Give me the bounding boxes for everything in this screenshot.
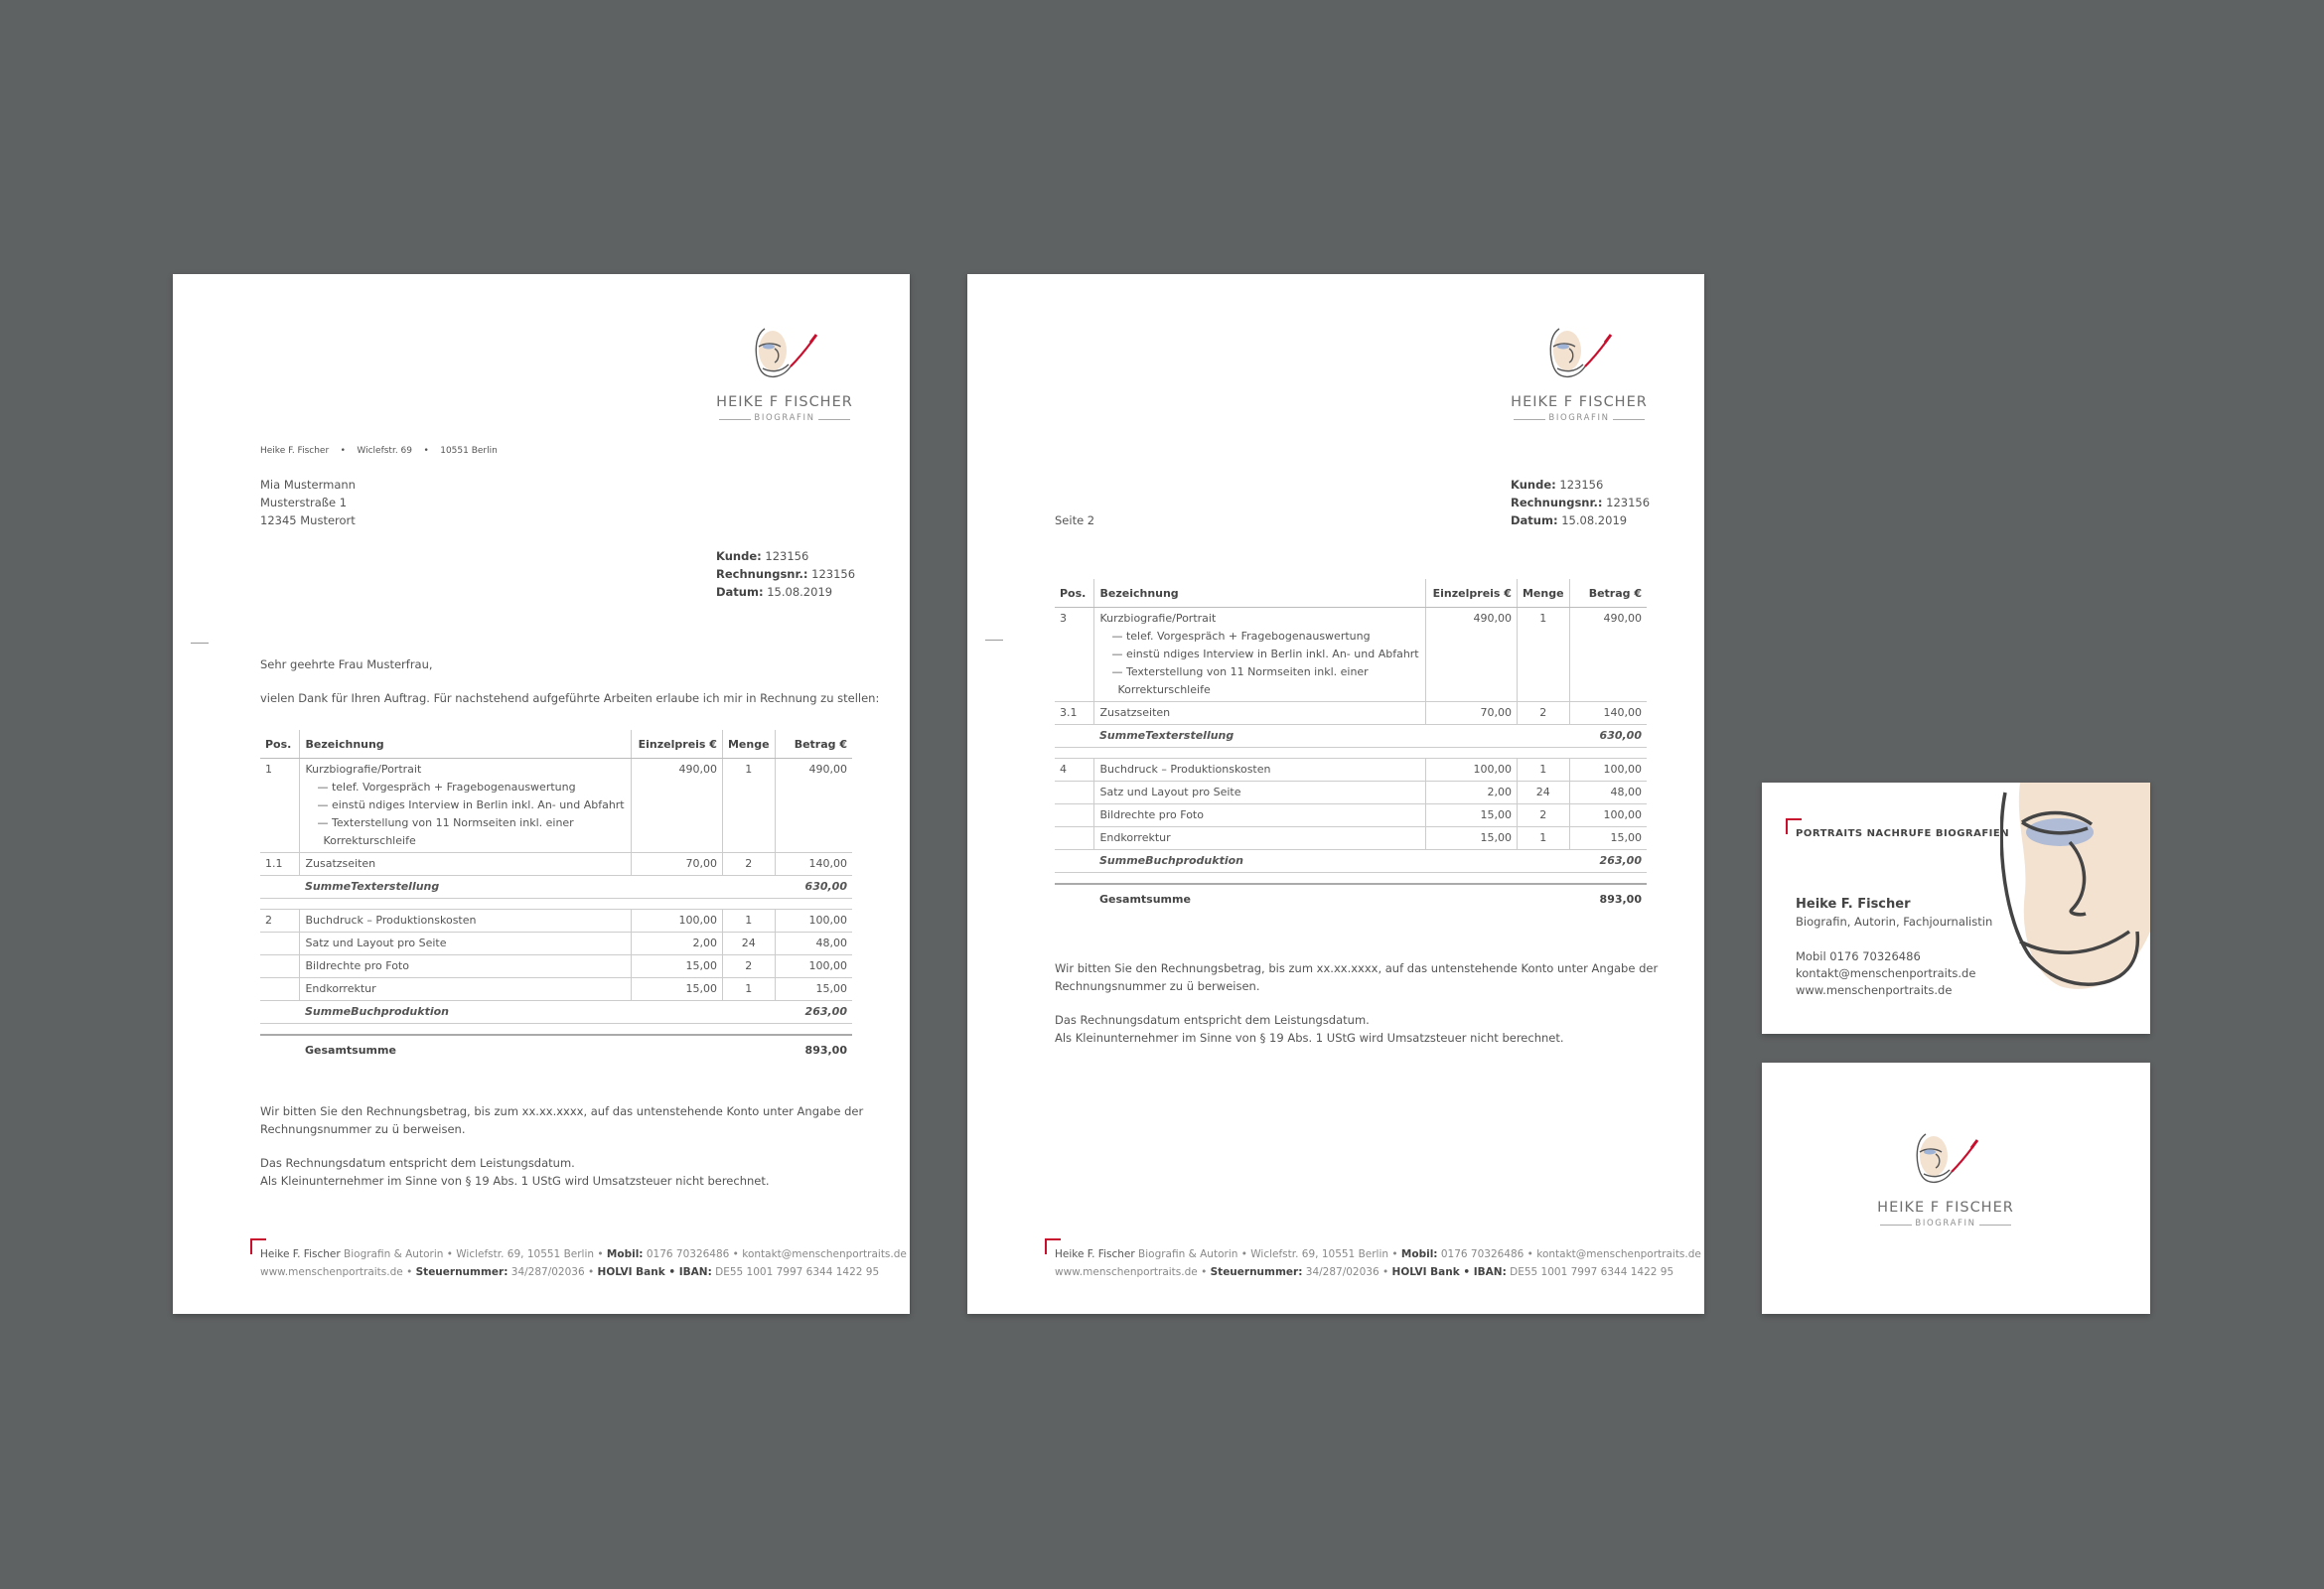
meta-kunde (716, 547, 808, 565)
table-row (260, 933, 852, 955)
datum-value: 15.08.2019 (767, 585, 833, 599)
recipient-street: Musterstraße 1 (260, 496, 348, 509)
cell-einzelpreis: 15,00 (1426, 827, 1518, 850)
table-row (1055, 608, 1647, 702)
brand-logo (715, 319, 854, 428)
recipient-city: 12345 Musterort (260, 513, 356, 527)
cell-betrag: 100,00 (1569, 804, 1647, 827)
cell-menge: 1 (722, 910, 775, 933)
cell-bezeichnung: Zusatzseiten (1094, 702, 1426, 725)
cell-bezeichnung: Bildrechte pro Foto (300, 955, 632, 978)
fold-mark (985, 640, 1003, 641)
item-detail: Korrekturschleife (1117, 683, 1211, 696)
brand-subtitle: BIOGRAFIN (1510, 413, 1649, 423)
meta-datum (1511, 511, 1627, 529)
cell-menge: 2 (722, 853, 775, 876)
closing-text-1: Wir bitten Sie den Rechnungsbetrag, bis zum xx.xx.xxxx, auf das untenstehende Konto unter Angabe der (260, 1104, 864, 1118)
footer-role: Biografin & Autorin • Wiclefstr. 69, 10551 Berlin • (344, 1248, 604, 1260)
intro-text: vielen Dank für Ihren Auftrag. Für nachstehend aufgeführte Arbeiten erlaube ich mir in Rechnung zu stellen: (260, 691, 880, 705)
subtotal-label: SummeBuchproduktion (1094, 850, 1569, 873)
card-name: Heike F. Fischer (1796, 897, 1911, 912)
subtotal-label: SummeBuchproduktion (300, 1001, 775, 1024)
table-row (260, 978, 852, 1001)
brand-logo (1876, 1124, 2015, 1233)
cell-betrag: 48,00 (1569, 782, 1647, 804)
sender-street: Wiclefstr. 69 (357, 446, 412, 456)
footer-mobil: 0176 70326486 • (1440, 1248, 1533, 1260)
cell-pos: 4 (1055, 759, 1094, 782)
table-row (1055, 782, 1647, 804)
sender-sep: • (340, 446, 346, 456)
cell-betrag: 140,00 (1569, 702, 1647, 725)
rechnungsnr-value: 123156 (811, 567, 856, 581)
rechnungsnr-label: Rechnungsnr.: (1511, 496, 1603, 509)
table-row (260, 955, 852, 978)
col-betrag: Betrag € (1569, 579, 1647, 608)
invoice-page-2 (967, 274, 1704, 1314)
col-pos: Pos. (260, 730, 300, 759)
cell-einzelpreis: 70,00 (1426, 702, 1518, 725)
footer-steuer-label: Steuernummer: (1210, 1266, 1303, 1278)
cell-bezeichnung: Buchdruck – Produktionskosten (1094, 759, 1426, 782)
cell-bezeichnung: Bildrechte pro Foto (1094, 804, 1426, 827)
footer-line-1 (260, 1245, 907, 1263)
closing-text-2: Rechnungsnummer zu ü berweisen. (1055, 979, 1260, 993)
card-web: www.menschenportraits.de (1796, 983, 1953, 997)
cell-menge: 1 (722, 978, 775, 1001)
sender-sep: • (423, 446, 429, 456)
kunde-label: Kunde: (716, 549, 762, 563)
cell-bezeichnung (300, 759, 632, 853)
item-detail: — Texterstellung von 11 Normseiten inkl. einer (317, 816, 574, 829)
recipient-name: Mia Mustermann (260, 478, 356, 492)
table-row (1055, 702, 1647, 725)
item-detail: — telef. Vorgespräch + Fragebogenauswertung (1111, 630, 1371, 643)
subtotal-label: SummeTexterstellung (300, 876, 775, 899)
cell-einzelpreis: 70,00 (632, 853, 723, 876)
cell-menge: 24 (1517, 782, 1569, 804)
brand-subtitle: BIOGRAFIN (715, 413, 854, 423)
page-number: Seite 2 (1055, 513, 1095, 527)
card-role: Biografin, Autorin, Fachjournalistin (1796, 915, 1993, 929)
card-email: kontakt@menschenportraits.de (1796, 966, 1976, 980)
cell-betrag: 100,00 (775, 910, 852, 933)
invoice-table (1055, 579, 1647, 911)
cell-menge: 1 (1517, 759, 1569, 782)
subtotal-row (260, 1001, 852, 1024)
cell-bezeichnung: Endkorrektur (300, 978, 632, 1001)
cell-einzelpreis: 100,00 (632, 910, 723, 933)
footer-mobil-label: Mobil: (606, 1248, 644, 1260)
table-header (1055, 579, 1647, 608)
subtotal-row (260, 876, 852, 899)
footer-bank-label: HOLVI Bank • IBAN: (1391, 1266, 1507, 1278)
cell-betrag: 490,00 (1569, 608, 1647, 702)
cell-bezeichnung: Satz und Layout pro Seite (300, 933, 632, 955)
card-mobil: Mobil 0176 70326486 (1796, 949, 1921, 963)
footer-line-1 (1055, 1245, 1701, 1263)
subtotal-value: 263,00 (775, 1001, 852, 1024)
footer-role: Biografin & Autorin • Wiclefstr. 69, 10551 Berlin • (1138, 1248, 1398, 1260)
cell-pos: 2 (260, 910, 300, 933)
subtotal-value: 630,00 (775, 876, 852, 899)
kunde-value: 123156 (765, 549, 809, 563)
table-row (260, 910, 852, 933)
col-menge: Menge (1517, 579, 1569, 608)
cell-bezeichnung (1094, 608, 1426, 702)
footer-web: www.menschenportraits.de • (260, 1266, 413, 1278)
cell-menge: 24 (722, 933, 775, 955)
sender-city: 10551 Berlin (440, 446, 498, 456)
business-card-back (1762, 1063, 2150, 1314)
business-card-front (1762, 783, 2150, 1034)
brand-name: HEIKE F FISCHER (1511, 394, 1648, 410)
cell-menge: 2 (1517, 702, 1569, 725)
closing-text-2: Rechnungsnummer zu ü berweisen. (260, 1122, 466, 1136)
cell-einzelpreis: 15,00 (632, 978, 723, 1001)
fold-mark (191, 643, 209, 644)
brand-subtitle: BIOGRAFIN (1876, 1219, 2015, 1228)
closing-text-4: Als Kleinunternehmer im Sinne von § 19 Abs. 1 UStG wird Umsatzsteuer nicht berechnet. (260, 1174, 770, 1188)
subtotal-row (1055, 725, 1647, 748)
footer-email: kontakt@menschenportraits.de (742, 1248, 907, 1260)
closing-text-4: Als Kleinunternehmer im Sinne von § 19 Abs. 1 UStG wird Umsatzsteuer nicht berechnet. (1055, 1031, 1564, 1045)
cell-pos: 3.1 (1055, 702, 1094, 725)
footer-web: www.menschenportraits.de • (1055, 1266, 1208, 1278)
cell-betrag: 100,00 (775, 955, 852, 978)
item-detail: Korrekturschleife (323, 834, 416, 847)
total-row (1055, 884, 1647, 911)
cell-einzelpreis: 2,00 (1426, 782, 1518, 804)
cell-pos: 1.1 (260, 853, 300, 876)
cell-einzelpreis: 100,00 (1426, 759, 1518, 782)
footer-iban: DE55 1001 7997 6344 1422 95 (715, 1266, 880, 1278)
cell-bezeichnung: Endkorrektur (1094, 827, 1426, 850)
subtotal-value: 630,00 (1569, 725, 1647, 748)
cell-bezeichnung: Buchdruck – Produktionskosten (300, 910, 632, 933)
closing-text-1: Wir bitten Sie den Rechnungsbetrag, bis zum xx.xx.xxxx, auf das untenstehende Konto unter Angabe der (1055, 961, 1659, 975)
footer-name: Heike F. Fischer (1055, 1248, 1135, 1260)
face-illustration-icon (2000, 783, 2150, 1034)
brand-logo (1510, 319, 1649, 428)
total-label: Gesamtsumme (300, 1035, 775, 1062)
invoice-page-1 (173, 274, 910, 1314)
cell-menge: 1 (722, 759, 775, 853)
rechnungsnr-label: Rechnungsnr.: (716, 567, 808, 581)
cell-bezeichnung: Zusatzseiten (300, 853, 632, 876)
item-title: Kurzbiografie/Portrait (1099, 612, 1217, 625)
footer-mobil: 0176 70326486 • (646, 1248, 739, 1260)
total-value: 893,00 (775, 1035, 852, 1062)
col-menge: Menge (722, 730, 775, 759)
cell-einzelpreis: 490,00 (1426, 608, 1518, 702)
table-row (260, 853, 852, 876)
closing-text-3: Das Rechnungsdatum entspricht dem Leistungsdatum. (260, 1156, 575, 1170)
invoice-table (260, 730, 852, 1062)
footer-steuer-label: Steuernummer: (415, 1266, 508, 1278)
datum-label: Datum: (716, 585, 764, 599)
item-detail: — telef. Vorgespräch + Fragebogenauswertung (317, 781, 576, 794)
cell-betrag: 15,00 (1569, 827, 1647, 850)
brand-name: HEIKE F FISCHER (716, 394, 853, 410)
col-bezeichnung: Bezeichnung (1094, 579, 1426, 608)
footer-email: kontakt@menschenportraits.de (1536, 1248, 1701, 1260)
cell-betrag: 140,00 (775, 853, 852, 876)
footer-bank-label: HOLVI Bank • IBAN: (597, 1266, 712, 1278)
footer-steuer: 34/287/02036 • (1305, 1266, 1389, 1278)
footer-iban: DE55 1001 7997 6344 1422 95 (1510, 1266, 1674, 1278)
footer-line-2 (1055, 1263, 1673, 1281)
card-tagline: PORTRAITS NACHRUFE BIOGRAFIEN (1796, 828, 2010, 839)
total-label: Gesamtsumme (1094, 884, 1569, 911)
rechnungsnr-value: 123156 (1606, 496, 1651, 509)
datum-label: Datum: (1511, 513, 1558, 527)
meta-datum (716, 583, 832, 601)
total-value: 893,00 (1569, 884, 1647, 911)
kunde-value: 123156 (1559, 478, 1604, 492)
kunde-label: Kunde: (1511, 478, 1556, 492)
sender-line (260, 442, 498, 460)
meta-rechnungsnr (716, 565, 855, 583)
footer-steuer: 34/287/02036 • (510, 1266, 595, 1278)
table-row (1055, 759, 1647, 782)
cell-pos: 1 (260, 759, 300, 853)
total-row (260, 1035, 852, 1062)
col-einzelpreis: Einzelpreis € (1426, 579, 1518, 608)
cell-betrag: 490,00 (775, 759, 852, 853)
salutation: Sehr geehrte Frau Musterfrau, (260, 657, 433, 671)
brand-name: HEIKE F FISCHER (1877, 1200, 2014, 1216)
cell-bezeichnung: Satz und Layout pro Seite (1094, 782, 1426, 804)
face-pen-logo-icon (1906, 1124, 2015, 1199)
face-pen-logo-icon (1539, 319, 1649, 393)
subtotal-row (1055, 850, 1647, 873)
subtotal-value: 263,00 (1569, 850, 1647, 873)
cell-menge: 1 (1517, 608, 1569, 702)
cell-einzelpreis: 15,00 (632, 955, 723, 978)
cell-menge: 2 (1517, 804, 1569, 827)
sender-name: Heike F. Fischer (260, 446, 330, 456)
closing-text-3: Das Rechnungsdatum entspricht dem Leistungsdatum. (1055, 1013, 1370, 1027)
datum-value: 15.08.2019 (1561, 513, 1628, 527)
table-row (1055, 804, 1647, 827)
cell-pos: 3 (1055, 608, 1094, 702)
col-betrag: Betrag € (775, 730, 852, 759)
cell-menge: 1 (1517, 827, 1569, 850)
subtotal-label: SummeTexterstellung (1094, 725, 1569, 748)
cell-menge: 2 (722, 955, 775, 978)
table-row (260, 759, 852, 853)
item-detail: — Texterstellung von 11 Normseiten inkl. einer (1111, 665, 1369, 678)
col-bezeichnung: Bezeichnung (300, 730, 632, 759)
col-einzelpreis: Einzelpreis € (632, 730, 723, 759)
cell-einzelpreis: 490,00 (632, 759, 723, 853)
item-detail: — einstü ndiges Interview in Berlin inkl. An- und Abfahrt (1111, 648, 1419, 660)
item-detail: — einstü ndiges Interview in Berlin inkl. An- und Abfahrt (317, 798, 625, 811)
item-title: Kurzbiografie/Portrait (305, 763, 422, 776)
cell-betrag: 15,00 (775, 978, 852, 1001)
footer-line-2 (260, 1263, 879, 1281)
col-pos: Pos. (1055, 579, 1094, 608)
footer-mobil-label: Mobil: (1400, 1248, 1438, 1260)
table-row (1055, 827, 1647, 850)
cell-betrag: 48,00 (775, 933, 852, 955)
face-pen-logo-icon (745, 319, 854, 393)
table-header (260, 730, 852, 759)
cell-einzelpreis: 15,00 (1426, 804, 1518, 827)
footer-name: Heike F. Fischer (260, 1248, 341, 1260)
cell-einzelpreis: 2,00 (632, 933, 723, 955)
meta-kunde (1511, 476, 1603, 494)
cell-betrag: 100,00 (1569, 759, 1647, 782)
meta-rechnungsnr (1511, 494, 1650, 511)
